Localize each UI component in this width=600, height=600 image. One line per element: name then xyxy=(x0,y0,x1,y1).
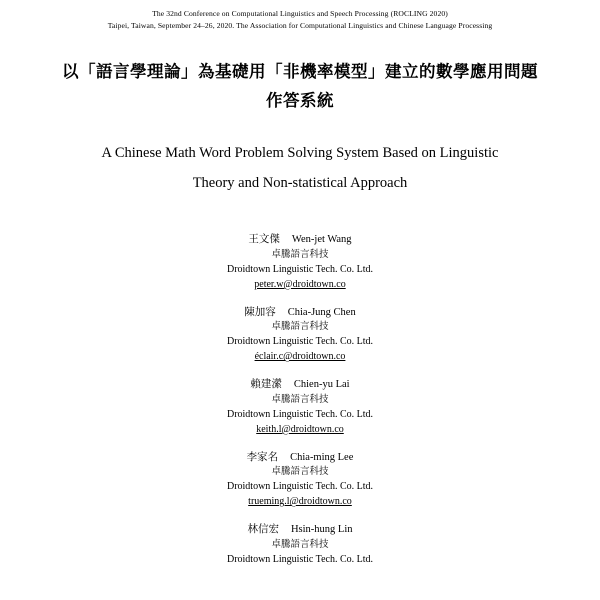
author-names xyxy=(38,232,562,247)
author-block xyxy=(38,232,562,291)
author-names xyxy=(38,522,562,537)
author-name-cjk: 林信宏 xyxy=(247,523,279,536)
author-affiliation-cjk: 卓騰語言科技 xyxy=(271,321,329,333)
author-affiliation-en: Droidtown Linguistic Tech. Co. Ltd. xyxy=(226,481,374,493)
author-email[interactable]: trueming.l@droidtown.co xyxy=(248,496,352,508)
author-block xyxy=(38,522,562,566)
conference-venue-date: Taipei, Taiwan, September 24–26, 2020. The Association for Computational Linguistics and Chinese Language Processing xyxy=(107,21,493,31)
author-email[interactable]: peter.w@droidtown.co xyxy=(254,278,346,290)
page-title-cjk-line1: 以「語言學理論」為基礎用「非機率模型」建立的數學應用問題 xyxy=(62,61,538,81)
author-block xyxy=(38,450,562,509)
page-title-en-line2: Theory and Non-statistical Approach xyxy=(192,174,408,191)
author-name-en: Chien-yu Lai xyxy=(293,379,350,391)
author-block xyxy=(38,305,562,364)
author-name-cjk: 王文傑 xyxy=(248,233,280,246)
author-name-en: Wen-jet Wang xyxy=(291,234,352,246)
author-names xyxy=(38,450,562,465)
author-affiliation-cjk: 卓騰語言科技 xyxy=(271,393,329,405)
author-affiliation-en: Droidtown Linguistic Tech. Co. Ltd. xyxy=(226,553,374,565)
page-title-en-line1: A Chinese Math Word Problem Solving System Based on Linguistic xyxy=(101,144,499,161)
author-affiliation-en: Droidtown Linguistic Tech. Co. Ltd. xyxy=(226,336,374,348)
author-name-en: Chia-Jung Chen xyxy=(287,306,356,318)
author-affiliation-cjk: 卓騰語言科技 xyxy=(271,466,329,478)
author-affiliation-cjk: 卓騰語言科技 xyxy=(271,248,329,260)
conference-name: The 32nd Conference on Computational Linguistics and Speech Processing (ROCLING 2020) xyxy=(152,9,448,18)
author-affiliation-cjk: 卓騰語言科技 xyxy=(271,538,329,550)
author-block xyxy=(38,377,562,436)
author-names xyxy=(38,305,562,320)
author-name-en: Chia-ming Lee xyxy=(290,451,354,463)
author-email[interactable]: éclair.c@droidtown.co xyxy=(254,351,346,363)
author-list xyxy=(38,232,562,566)
author-names xyxy=(38,377,562,392)
author-name-en: Hsin-hung Lin xyxy=(290,524,353,536)
page-title-cjk xyxy=(38,58,562,116)
author-name-cjk: 陳加容 xyxy=(244,305,276,318)
page-title-cjk-line2: 作答系統 xyxy=(266,90,334,110)
author-name-cjk: 李家名 xyxy=(246,450,279,463)
page-title-en xyxy=(38,138,562,199)
author-affiliation-en: Droidtown Linguistic Tech. Co. Ltd. xyxy=(226,408,374,420)
conference-header xyxy=(38,8,562,32)
author-email[interactable]: keith.l@droidtown.co xyxy=(256,423,344,435)
author-name-cjk: 賴建瀠 xyxy=(250,378,282,391)
author-affiliation-en: Droidtown Linguistic Tech. Co. Ltd. xyxy=(226,263,374,275)
